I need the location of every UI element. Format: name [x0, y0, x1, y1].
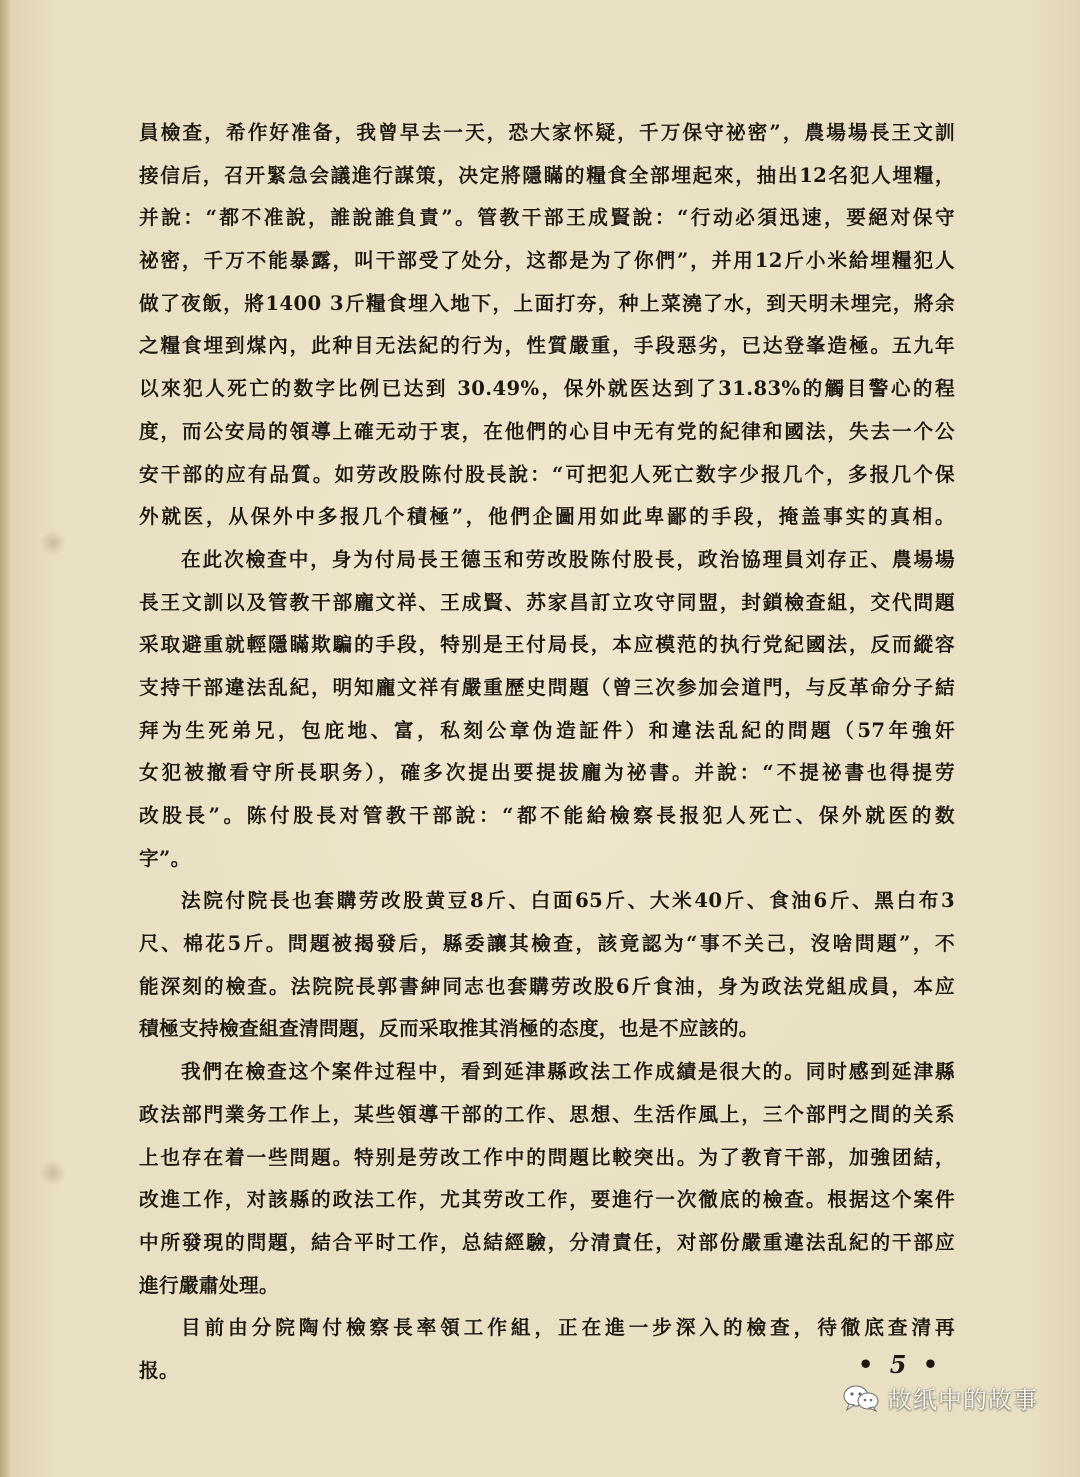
text-line: 上也存在着一些問題。特别是劳改工作中的問題比較突出。为了教育干部，加強团結，	[139, 1145, 955, 1169]
text-line: 能深刻的檢查。法院院長郭書紳同志也套購劳改股6斤食油，身为政法党組成員，本应	[139, 974, 955, 998]
text-line: 安干部的应有品質。如劳改股陈付股長說：“可把犯人死亡数字少报几个，多报几个保	[139, 462, 955, 486]
text-line: 進行嚴肅处理。	[139, 1273, 279, 1297]
text-line: 支持干部違法乱紀，明知龐文祥有嚴重歷史問題（曾三次参加会道門，与反革命分子結	[139, 675, 955, 699]
text-line: 改股長”。陈付股長对管教干部說：“都不能給檢察長报犯人死亡、保外就医的数	[139, 804, 955, 827]
text-line: 法院付院長也套購劳改股黄豆8斤、白面65斤、大米40斤、食油6斤、黑白布3	[181, 889, 955, 913]
text-line: 女犯被撤看守所長职务），確多次提出要提拔龐为祕書。并說：“不提祕書也得提劳	[139, 761, 955, 785]
document-body	[139, 112, 955, 1393]
text-line: 字”。	[139, 846, 191, 870]
punch-hole	[40, 530, 66, 556]
text-line: 接信后，召开緊急会議進行謀策，决定將隱瞞的糧食全部埋起來，抽出12名犯人埋糧，	[139, 163, 955, 187]
text-line: 改進工作，对該縣的政法工作，尤其劳改工作，要進行一次徹底的檢查。根据这个案件	[139, 1188, 955, 1212]
text-line: 采取避重就輕隱瞞欺騙的手段，特别是王付局長，本应模范的执行党紀國法，反而縱容	[139, 633, 955, 657]
text-line: 祕密，千万不能暴露，叫干部受了处分，这都是为了你們”，并用12斤小米給埋糧犯人	[139, 249, 955, 273]
text-line: 以來犯人死亡的数字比例已达到 30.49%，保外就医达到了31.83%的觸目警心的程	[139, 377, 955, 401]
watermark-text: 故纸中的故事	[888, 1386, 1038, 1414]
text-line: 政法部門業务工作上，某些領導干部的工作、思想、生活作風上，三个部門之間的关系	[139, 1102, 955, 1126]
text-line: 積極支持檢查組查清問題，反而采取推其消極的态度，也是不应該的。	[139, 1017, 759, 1041]
text-line: 拜为生死弟兄，包庇地、富，私刻公章伪造証件）和違法乱紀的問題（57年強奸	[139, 718, 955, 742]
binding-edge	[0, 0, 10, 1477]
punch-hole	[40, 1160, 66, 1186]
wechat-icon	[842, 1384, 880, 1412]
text-line: 中所發現的問題，結合平时工作，总結經驗，分清責任，对部份嚴重違法乱紀的干部应	[139, 1230, 955, 1254]
text-line: 長王文訓以及管教干部龐文祥、王成賢、苏家昌訂立攻守同盟，封鎖檢查組，交代問題	[139, 590, 955, 614]
page-number: • 5 •	[858, 1350, 943, 1379]
text-line: 員檢查，希作好准备，我曾早去一天，恐大家怀疑，千万保守祕密”，農場場長王文訓	[139, 121, 955, 144]
text-line: 之糧食埋到煤內，此种目无法紀的行为，性質嚴重，手段惡劣，已达登峯造極。五九年	[139, 334, 955, 358]
text-line: 并說：“都不准說，誰說誰負責”。管教干部王成賢說：“行动必須迅速，要絕对保守	[139, 206, 955, 230]
text-line: 报。	[139, 1358, 179, 1382]
text-line: 尺、棉花5斤。問題被揭發后，縣委讓其檢查，該竟認为“事不关己，沒啥問題”，不	[139, 932, 955, 956]
watermark	[842, 1380, 1038, 1415]
text-line: 度，而公安局的領導上確无动于衷，在他們的心目中无有党的紀律和國法，失去一个公	[139, 419, 955, 443]
text-line: 外就医，从保外中多报几个積極”，他們企圖用如此卑鄙的手段，掩盖事实的真相。	[139, 505, 955, 529]
text-line: 在此次檢查中，身为付局長王德玉和劳改股陈付股長，政治協理員刘存正、農場場	[181, 547, 955, 571]
text-line: 做了夜飯，將1400 3斤糧食埋入地下，上面打夯，种上菜澆了水，到天明未埋完，將余	[139, 291, 955, 315]
text-line: 目前由分院陶付檢察長率領工作組，正在進一步深入的檢查，待徹底查清再	[181, 1316, 955, 1340]
text-line: 我們在檢查这个案件过程中，看到延津縣政法工作成績是很大的。同时感到延津縣	[181, 1060, 955, 1084]
